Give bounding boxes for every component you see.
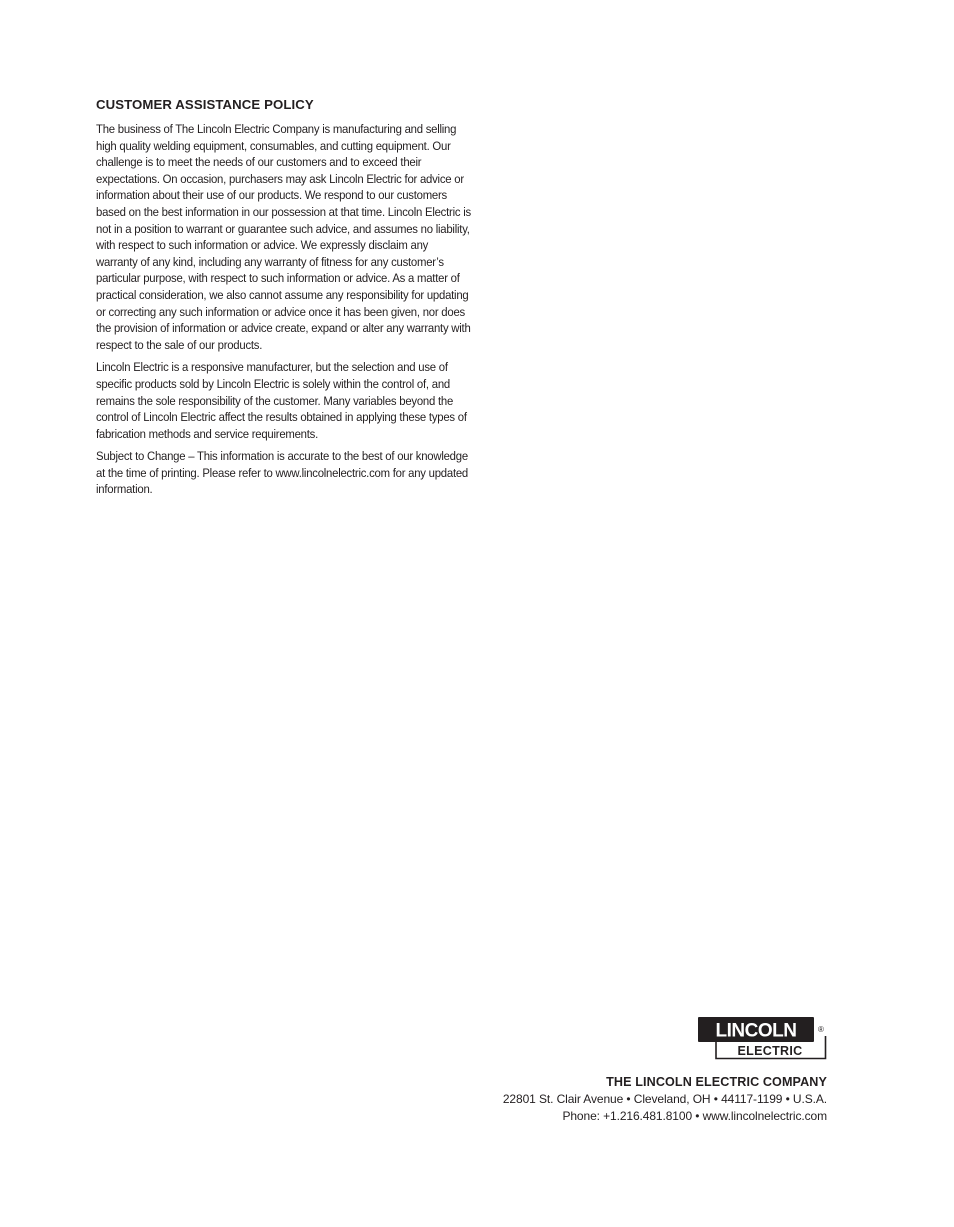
lincoln-electric-logo bbox=[697, 1016, 829, 1060]
company-address-block bbox=[503, 1074, 827, 1125]
logo-bottom-word: ELECTRIC bbox=[737, 1044, 803, 1058]
policy-paragraph-3: Subject to Change – This information is accurate to the best of our knowledge at the time of printing. Please refer to www.lincolnelectric.com for any updated information. bbox=[96, 449, 468, 497]
phone-and-website: Phone: +1.216.481.8100 • www.lincolnelectric.com bbox=[562, 1109, 827, 1123]
registered-mark: ® bbox=[818, 1025, 824, 1034]
policy-paragraph-2: Lincoln Electric is a responsive manufacturer, but the selection and use of specific products sold by Lincoln Electric is solely within the control of, and remains the sole responsibility of the customer. Many variables beyond the control of Lincoln Electric affect the results obtained in applying these types of fabrication methods and service requirements. bbox=[96, 360, 467, 441]
policy-paragraph-1: The business of The Lincoln Electric Company is manufacturing and selling high quality welding equipment, consumables, and cutting equipment. Our challenge is to meet the needs of our customers and to exceed their expectations. On occasion, purchasers may ask Lincoln Electric for advice or information about their use of our products. We respond to our customers based on the best information in our possession at that time. Lincoln Electric is not in a position to warrant or guarantee such advice, and assumes no liability, with respect to such information or advice. We expressly disclaim any warranty of any kind, including any warranty of fitness for any customer’s particular purpose, with respect to such information or advice. As a matter of practical consideration, we also cannot assume any responsibility for updating or correcting any such information or advice once it has been given, nor does the provision of information or advice create, expand or alter any warranty with respect to the sale of our products. bbox=[96, 122, 471, 352]
street-address: 22801 St. Clair Avenue • Cleveland, OH • 44117-1199 • U.S.A. bbox=[502, 1092, 827, 1106]
logo-top-word: LINCOLN bbox=[715, 1020, 797, 1042]
customer-assistance-policy bbox=[96, 96, 472, 504]
company-name: THE LINCOLN ELECTRIC COMPANY bbox=[606, 1075, 827, 1089]
policy-heading: CUSTOMER ASSISTANCE POLICY bbox=[96, 97, 314, 112]
